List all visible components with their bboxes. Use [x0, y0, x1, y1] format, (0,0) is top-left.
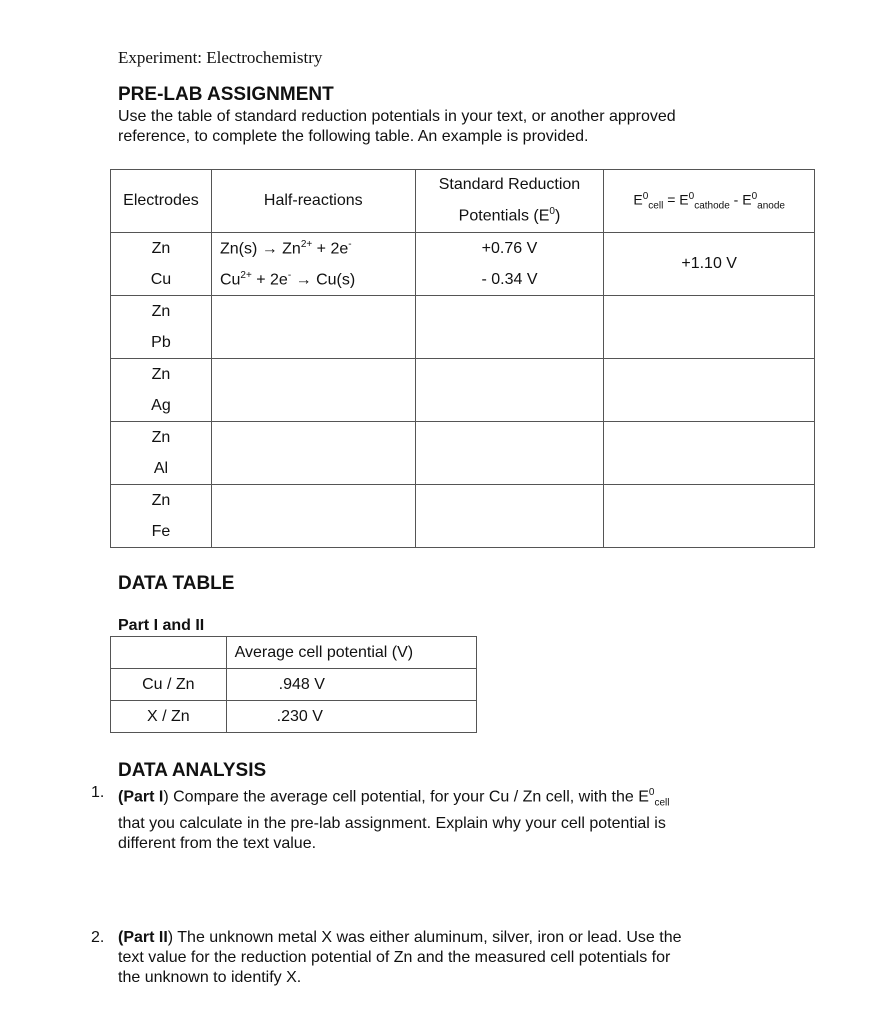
electrode-label: Zn: [151, 302, 171, 320]
table-row: [111, 422, 815, 485]
table-header-row: [111, 637, 477, 669]
table-row-example: [111, 233, 815, 296]
half-reaction-blank[interactable]: [211, 359, 415, 422]
potential-blank[interactable]: [415, 485, 604, 548]
ecell-blank[interactable]: [604, 359, 815, 422]
prelab-intro-line1: Use the table of standard reduction potentials in your text, or another approved: [118, 108, 676, 125]
example-electrode-1: Zn: [151, 239, 171, 257]
question-1-line1: (Part I) Compare the average cell potential, for your Cu / Zn cell, with the $E^0_{cell}$: [118, 787, 670, 809]
electrode-label: Zn: [151, 428, 171, 446]
cell-value: .948 V: [226, 669, 476, 701]
data-table-subtitle: Part I and II: [118, 617, 205, 634]
question-1: [118, 783, 818, 854]
electrode-label: Zn: [151, 491, 171, 509]
table-row: [111, 669, 477, 701]
experiment-title: Experiment: Electrochemistry: [118, 48, 323, 67]
half-reaction-blank[interactable]: [211, 296, 415, 359]
table-row: [111, 485, 815, 548]
question-2-line3: the unknown to identify X.: [118, 969, 302, 986]
question-1-line3: different from the text value.: [118, 834, 317, 852]
example-ecell-value: +1.10 V: [604, 233, 815, 296]
example-potential-2: - 0.34 V: [481, 270, 538, 288]
potential-blank[interactable]: [415, 422, 604, 485]
potential-blank[interactable]: [415, 296, 604, 359]
example-electrode-2: Cu: [150, 270, 172, 288]
example-potentials: [415, 233, 604, 296]
electrode-label: Fe: [151, 522, 171, 540]
table-row: [111, 359, 815, 422]
header-electrodes: Electrodes: [111, 170, 212, 233]
header-ecell-formula: $E^0_{cell} = E^0_{cathode} - E^0_{anode}$: [604, 170, 815, 233]
prelab-intro: [118, 107, 676, 147]
half-reaction-blank[interactable]: [211, 422, 415, 485]
header-standard-potentials: [415, 170, 604, 233]
header-average-potential: Average cell potential (V): [226, 637, 476, 669]
table-row: [111, 296, 815, 359]
std-line1: Standard Reduction: [438, 176, 581, 194]
table-header-row: [111, 170, 815, 233]
cell-label: X / Zn: [111, 701, 227, 733]
header-half-reactions: Half-reactions: [211, 170, 415, 233]
table-row: [111, 701, 477, 733]
example-half-reactions: [211, 233, 415, 296]
example-reaction-2: $Cu^{2+} + 2e^- \to Cu(s)$: [219, 269, 356, 289]
question-1-number: 1.: [91, 784, 105, 801]
cell-label: Cu / Zn: [111, 669, 227, 701]
example-electrodes: [111, 233, 212, 296]
question-2-number: 2.: [91, 929, 105, 946]
question-2-line2: text value for the reduction potential of Zn and the measured cell potentials for: [118, 949, 671, 966]
electrode-label: Ag: [151, 396, 171, 414]
prelab-intro-line2: reference, to complete the following table. An example is provided.: [118, 128, 589, 145]
example-potential-1: +0.76 V: [481, 239, 538, 257]
ecell-blank[interactable]: [604, 296, 815, 359]
potential-blank[interactable]: [415, 359, 604, 422]
half-reaction-blank[interactable]: [211, 485, 415, 548]
analysis-title: DATA ANALYSIS: [118, 760, 267, 781]
question-1-line2: that you calculate in the pre-lab assignment. Explain why your cell potential is: [118, 814, 666, 832]
question-2: [118, 928, 818, 988]
data-table: [110, 636, 477, 733]
example-reaction-1: $Zn(s) \to Zn^{2+} + 2e^-$: [219, 238, 352, 258]
electrode-label: Zn: [151, 365, 171, 383]
cell-value: .230 V: [226, 701, 476, 733]
prelab-title: PRE-LAB ASSIGNMENT: [118, 84, 334, 105]
electrode-label: Pb: [151, 333, 171, 351]
std-line2: Potentials $(E^0)$: [458, 206, 561, 225]
electrode-label: Al: [153, 459, 169, 477]
data-table-title: DATA TABLE: [118, 573, 235, 594]
prelab-table: [110, 169, 815, 548]
question-2-line1: (Part II) The unknown metal X was either aluminum, silver, iron or lead. Use the: [118, 929, 682, 946]
ecell-blank[interactable]: [604, 422, 815, 485]
ecell-blank[interactable]: [604, 485, 815, 548]
